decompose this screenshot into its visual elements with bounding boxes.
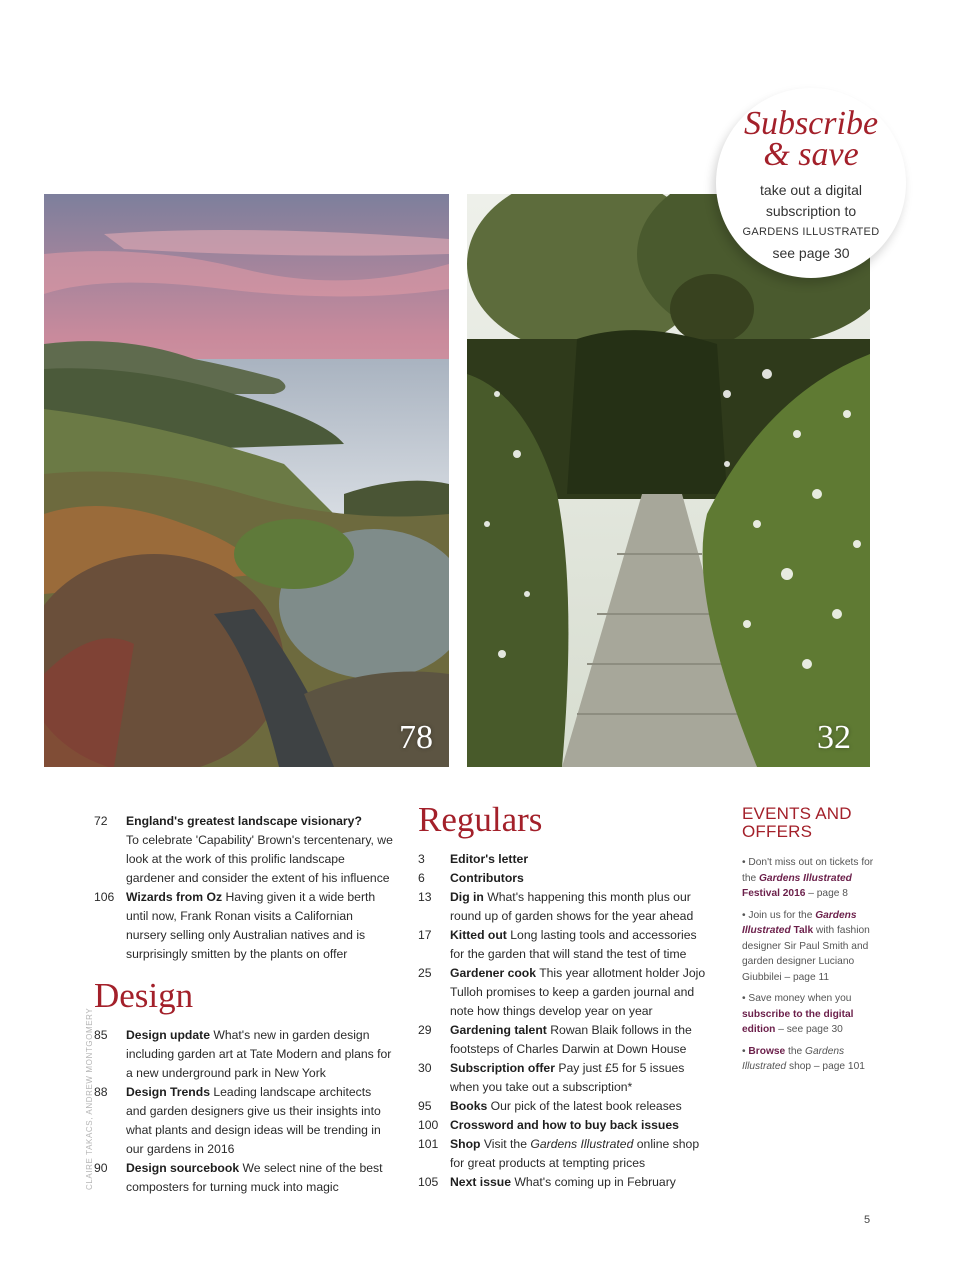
events-offers-column <box>742 805 874 1081</box>
photo-page-number: 78 <box>399 719 433 756</box>
entry-title: Editor's letter <box>450 852 529 866</box>
subscribe-promo[interactable] <box>716 88 906 278</box>
entry-title: Subscription offer <box>450 1061 555 1075</box>
entry-page: 95 <box>418 1099 432 1113</box>
entry-title: Kitted out <box>450 928 507 942</box>
entry-description: Rowan Blaik follows in the footsteps of Charles Darwin at Down House <box>450 1023 692 1056</box>
entry-description: What's new in garden design including garden art at Tate Modern and plans for a new underground park in New York <box>126 1028 392 1080</box>
coastal-garden-photo <box>44 194 449 767</box>
contents-entry[interactable] <box>418 888 714 926</box>
entry-description: What's coming up in February <box>514 1175 676 1189</box>
entry-page: 29 <box>418 1023 432 1037</box>
event-item[interactable]: • Save money when you subscribe to the digital edition – see page 30 <box>742 993 854 1035</box>
contents-entry[interactable] <box>94 1083 394 1159</box>
entry-title: Next issue <box>450 1175 511 1189</box>
photo-credit: CLAIRE TAKACS, ANDREW MONTGOMERY <box>85 1007 94 1190</box>
entry-description: Leading landscape architects and garden designers give us their insights into what plants and design ideas will be trending in our gardens in 2016 <box>126 1085 381 1156</box>
contents-entry[interactable] <box>418 1116 714 1135</box>
entry-page: 105 <box>418 1175 439 1189</box>
entry-page: 85 <box>94 1028 108 1042</box>
entry-page: 88 <box>94 1085 108 1099</box>
magazine-name: Gardens Illustrated <box>530 1137 634 1151</box>
subscribe-title-line: Subscribe <box>743 105 879 142</box>
subscribe-line: subscription to <box>765 203 857 219</box>
subscribe-title-line: & save <box>763 136 859 173</box>
entry-description: Our pick of the latest book releases <box>490 1099 682 1113</box>
subscribe-page-ref: see page 30 <box>772 245 850 261</box>
contents-entry[interactable] <box>418 850 714 869</box>
entry-description: Having given it a wide berth until now, Frank Ronan visits a Californian nursery selling only Australian natives and is surprisingly smitten by the plants on offer <box>126 890 376 961</box>
entry-title: Crossword and how to buy back issues <box>450 1118 679 1132</box>
entry-page: 17 <box>418 928 432 942</box>
entry-title: Design update <box>126 1028 210 1042</box>
entry-page: 3 <box>418 852 425 866</box>
subscribe-text <box>716 180 906 264</box>
entry-description: To celebrate 'Capability' Brown's tercentenary, we look at the work of this prolific landscape gardener and consider the extent of his influence <box>126 833 393 885</box>
entry-page: 13 <box>418 890 432 904</box>
entry-title: England's greatest landscape visionary? <box>126 814 362 828</box>
entry-title: Design Trends <box>126 1085 210 1099</box>
regulars-column <box>418 800 714 1192</box>
subscribe-title <box>716 105 906 173</box>
event-item[interactable]: • Join us for the Gardens Illustrated Talk with fashion designer Sir Paul Smith and garden designer Luciano Giubbilei – page 11 <box>742 909 870 983</box>
entry-title: Gardening talent <box>450 1023 547 1037</box>
entry-description: Visit the <box>483 1137 527 1151</box>
entry-page: 25 <box>418 966 432 980</box>
entry-title: Wizards from Oz <box>126 890 223 904</box>
contents-entry[interactable] <box>418 1097 714 1116</box>
features-column <box>94 812 394 1197</box>
entry-page: 100 <box>418 1118 439 1132</box>
entry-title: Books <box>450 1099 488 1113</box>
coastal-garden-image <box>44 194 449 767</box>
events-heading <box>742 805 874 841</box>
contents-entry[interactable] <box>418 1021 714 1059</box>
entry-title: Design sourcebook <box>126 1161 240 1175</box>
contents-entry[interactable] <box>418 964 714 1021</box>
regulars-heading: Regulars <box>418 800 543 839</box>
entry-description: Long lasting tools and accessories for the garden that will stand the test of time <box>450 928 697 961</box>
entry-page: 106 <box>94 890 115 904</box>
contents-entry[interactable] <box>418 1173 714 1192</box>
events-heading-line: OFFERS <box>742 822 813 841</box>
photo-page-number: 32 <box>817 719 851 756</box>
entry-description: We select nine of the best composters for turning muck into magic <box>126 1161 383 1194</box>
entry-title: Gardener cook <box>450 966 537 980</box>
events-heading-line: EVENTS AND <box>742 804 852 823</box>
subscribe-line: take out a digital <box>760 182 862 198</box>
entry-description: Pay just £5 for 5 issues when you take out a subscription* <box>450 1061 685 1094</box>
entry-title: Shop <box>450 1137 481 1151</box>
contents-entry[interactable] <box>94 1159 394 1197</box>
contents-entry[interactable] <box>418 926 714 964</box>
contents-entry[interactable] <box>418 869 714 888</box>
contents-entry[interactable] <box>418 1135 714 1173</box>
event-item[interactable]: • Browse the Gardens Illustrated shop – page 101 <box>742 1045 865 1072</box>
entry-page: 6 <box>418 871 425 885</box>
design-heading: Design <box>94 976 194 1015</box>
entry-title: Contributors <box>450 871 524 885</box>
contents-entry[interactable] <box>94 812 394 888</box>
contents-entry[interactable] <box>94 1026 394 1083</box>
contents-entry[interactable] <box>418 1059 714 1097</box>
entry-description: This year allotment holder Jojo Tulloh promises to keep a garden journal and note how things develop year on year <box>450 966 706 1018</box>
entry-page: 90 <box>94 1161 108 1175</box>
entry-description: What's happening this month plus our round up of garden shows for the year ahead <box>450 890 694 923</box>
contents-entry[interactable] <box>94 888 394 964</box>
garden-path-photo <box>467 194 870 767</box>
event-item[interactable]: • Don't miss out on tickets for the Gardens Illustrated Festival 2016 – page 8 <box>742 857 874 899</box>
page-number: 5 <box>864 1214 871 1226</box>
entry-page: 30 <box>418 1061 432 1075</box>
entry-description: online shop for great products at tempting prices <box>450 1137 700 1170</box>
garden-path-image <box>467 194 870 767</box>
magazine-name: GARDENS ILLUSTRATED <box>742 226 880 238</box>
entry-page: 101 <box>418 1137 439 1151</box>
entry-page: 72 <box>94 814 108 828</box>
entry-title: Dig in <box>450 890 484 904</box>
